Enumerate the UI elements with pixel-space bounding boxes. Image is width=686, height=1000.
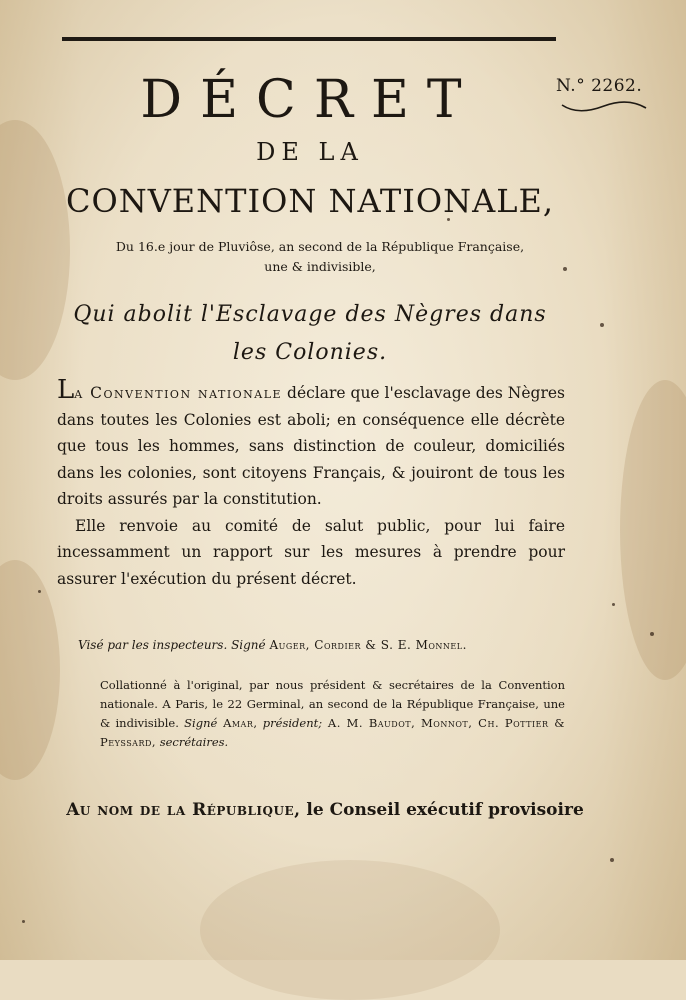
subtitle-line-1: Qui abolit l'Esclavage des Nègres dans bbox=[73, 302, 547, 327]
drop-cap: L bbox=[57, 375, 75, 405]
convention-smallcaps: a Convention nationale bbox=[74, 384, 283, 402]
footer-text: le Conseil exécutif provisoire bbox=[300, 800, 584, 820]
paper-stain bbox=[0, 560, 60, 780]
paper-speck bbox=[38, 590, 41, 593]
date-line-2: une & indivisible, bbox=[264, 259, 376, 274]
collation-text: Collationné à l'original, par nous président & secrétaires de la Convention nationale. A Paris, le 22 Germinal, an second de la République Française, une & indivisible. bbox=[100, 678, 565, 730]
paragraph-1-text: déclare que l'esclavage des Nègres dans toutes les Colonies est aboli; en conséquence elle décrète que tous les hommes, sans distinction de couleur, domiciliés dans les colonies, sont citoyens Français, & jouiront de tous les droits assurés par la constitution. bbox=[57, 384, 565, 508]
inspectors-signature bbox=[78, 638, 568, 652]
president-name: Amar, bbox=[217, 716, 258, 730]
footer-line bbox=[0, 800, 650, 820]
number-underline-flourish bbox=[560, 100, 648, 114]
president-label: président; bbox=[257, 716, 323, 730]
paper-stain bbox=[200, 860, 500, 1000]
paper-speck bbox=[600, 323, 604, 327]
paper-speck bbox=[612, 603, 615, 606]
paper-speck bbox=[650, 632, 654, 636]
document-title: DÉCRET bbox=[140, 70, 480, 130]
document-number: N.° 2262. bbox=[556, 76, 643, 96]
paper-speck bbox=[610, 858, 614, 862]
secretary-names: A. M. Baudot, Monnot, Ch. Pottier & Peyssard, bbox=[100, 716, 566, 749]
title-de-la: DE LA bbox=[256, 138, 364, 166]
paper-speck bbox=[22, 920, 25, 923]
au-nom-smallcaps: Au nom de la République, bbox=[66, 800, 301, 820]
date-line-1: Du 16.e jour de Pluviôse, an second de la République Française, bbox=[115, 239, 525, 254]
paragraph-2: Elle renvoie au comité de salut public, pour lui faire incessamment un rapport sur les mesures à prendre pour assurer l'exécution du présent décret. bbox=[57, 516, 565, 588]
subtitle-line-2: les Colonies. bbox=[232, 340, 388, 365]
paragraph-1 bbox=[57, 375, 565, 513]
decree-body bbox=[57, 375, 565, 592]
decree-subtitle bbox=[60, 296, 560, 372]
inspector-names: Auger, Cordier & S. E. Monnel. bbox=[269, 638, 467, 652]
vise-prefix: Visé par les inspecteurs. Signé bbox=[78, 638, 266, 652]
signe-label: Signé bbox=[184, 716, 218, 730]
collation-notice bbox=[100, 676, 565, 752]
header-rule bbox=[62, 37, 556, 41]
date-line bbox=[60, 237, 580, 277]
secretaries-label: secrétaires. bbox=[156, 735, 229, 749]
title-convention-nationale: CONVENTION NATIONALE, bbox=[65, 182, 555, 220]
